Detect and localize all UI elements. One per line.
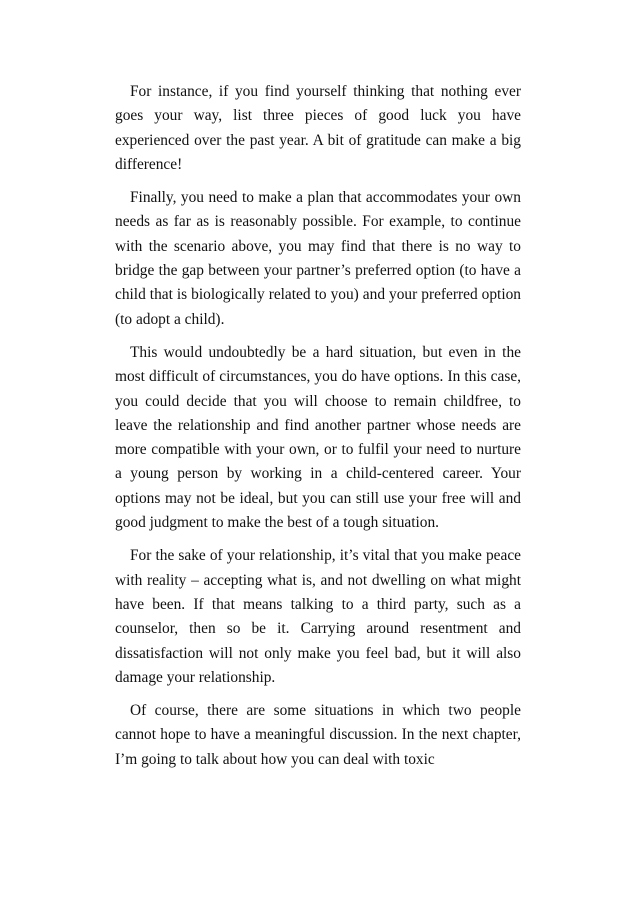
paragraph-gratitude: For instance, if you find yourself thinking that nothing ever goes your way, list three pieces of good luck you have experienced over the past year. A bit of gratitude can make a big difference! [115, 83, 521, 173]
paragraph-make-a-plan: Finally, you need to make a plan that accommodates your own needs as far as is reasonably possible. For example, to continue with the scenario above, you may find that there is no way to bridge the gap between your partner’s preferred option (to have a child that is biologically related to you) and your preferred option (to adopt a child). [115, 189, 521, 328]
paragraph-make-peace: For the sake of your relationship, it’s vital that you make peace with reality – accepting what is, and not dwelling on what might have been. If that means talking to a third party, such as a counselor, then so be it. Carrying around resentment and dissatisfaction will not only make you feel bad, but it will also damage your relationship. [115, 547, 521, 686]
paragraph-toxic-discussion: Of course, there are some situations in which two people cannot hope to have a meaningful discussion. In the next chapter, I’m going to talk about how you can deal with toxic [115, 702, 521, 768]
page-body [115, 80, 521, 781]
paragraph-options: This would undoubtedly be a hard situation, but even in the most difficult of circumstances, you do have options. In this case, you could decide that you will choose to remain childfree, to leave the relationship and find another partner whose needs are more compatible with your own, or to fulfil your need to nurture a young person by working in a child-centered career. Your options may not be ideal, but you can still use your free will and good judgment to make the best of a tough situation. [115, 343, 521, 532]
